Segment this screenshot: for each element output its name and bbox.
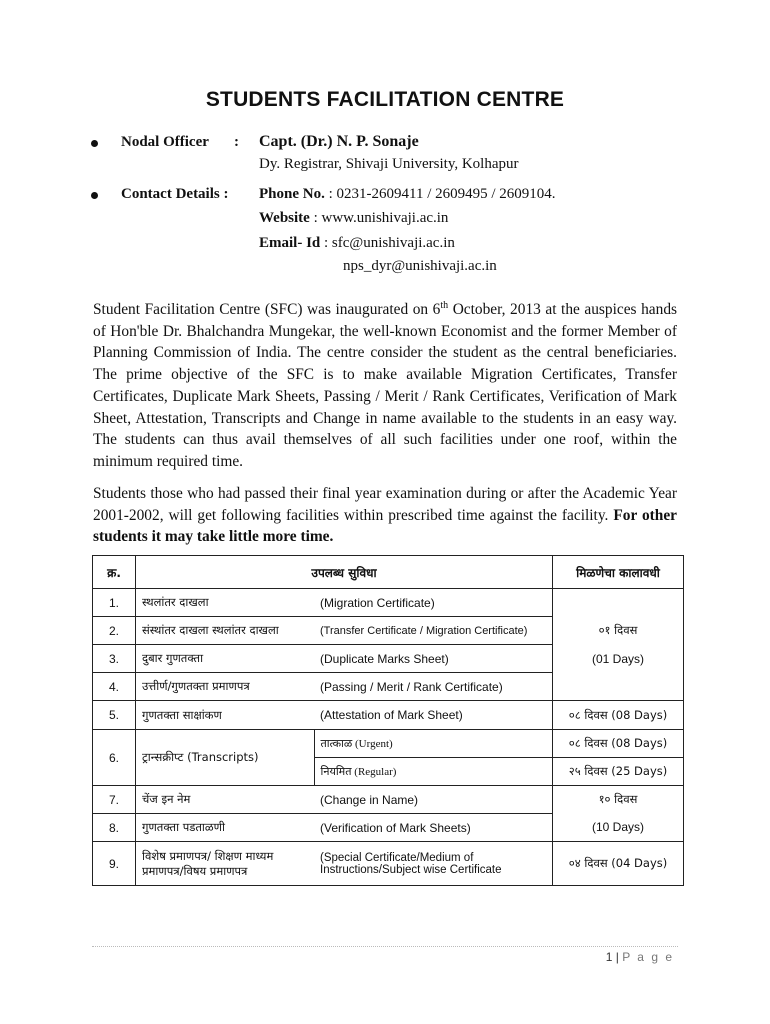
email-line: [259, 235, 455, 252]
row-facility-english: (Verification of Mark Sheets): [314, 814, 553, 842]
intro-superscript: th: [440, 299, 449, 311]
row-facility-english: (Change in Name): [314, 786, 553, 814]
row-number: 2.: [93, 617, 136, 645]
table-row: [93, 673, 684, 701]
page-separator: |: [615, 950, 619, 964]
intro-text-part1: Student Facilitation Centre (SFC) was inaugurated on 6: [93, 301, 441, 318]
intro-paragraph: [93, 299, 677, 473]
row-number: 5.: [93, 701, 136, 730]
row-duration: ०४ दिवस (04 Days): [553, 842, 684, 886]
row-facility-marathi: दुबार गुणतक्ता: [136, 645, 315, 673]
table-header-row: [93, 556, 684, 589]
row-facility-english: (Duplicate Marks Sheet): [314, 645, 553, 673]
website-value[interactable]: : www.unishivaji.ac.in: [313, 210, 449, 226]
eligibility-paragraph: [93, 483, 677, 548]
table-row: [93, 645, 684, 673]
header-facility: उपलब्ध सुविधा: [136, 556, 553, 589]
footer-divider: [92, 946, 678, 947]
row-facility-marathi: गुणतक्ता पडताळणी: [136, 814, 315, 842]
email-value[interactable]: : sfc@unishivaji.ac.in: [324, 235, 455, 251]
row-facility-english: (Migration Certificate): [314, 589, 553, 617]
page-footer: [606, 950, 674, 964]
page-title: STUDENTS FACILITATION CENTRE: [205, 88, 565, 111]
row-facility-marathi: ट्रान्सक्रीप्ट (Transcripts): [136, 730, 315, 786]
row-duration-days-marathi: ०१ दिवस: [553, 617, 684, 645]
row-duration-days-english: (01 Days): [553, 645, 684, 673]
eligibility-note: For other students it may take little more time.: [93, 506, 677, 546]
website-line: [259, 210, 448, 227]
row-facility-marathi: स्थलांतर दाखला: [136, 589, 315, 617]
row-facility-marathi: संस्थांतर दाखला स्थलांतर दाखला: [136, 617, 315, 645]
row-number: 3.: [93, 645, 136, 673]
row-number: 9.: [93, 842, 136, 886]
nodal-officer-name: Capt. (Dr.) N. P. Sonaje: [259, 133, 419, 150]
phone-value: : 0231-2609411 / 2609495 / 2609104.: [328, 186, 556, 202]
row-facility-marathi: उत्तीर्ण/गुणतक्ता प्रमाणपत्र: [136, 673, 315, 701]
row-duration-urgent: ०८ दिवस (08 Days): [553, 730, 684, 758]
row-duration-blank: [553, 589, 684, 617]
row-duration-days-english: (10 Days): [553, 814, 684, 842]
row-number: 6.: [93, 730, 136, 786]
contact-details-label: Contact Details :: [121, 186, 229, 202]
row-facility-english: (Attestation of Mark Sheet): [314, 701, 553, 730]
page-number: 1: [605, 950, 613, 964]
bullet-icon: [91, 192, 98, 199]
row-facility-english: (Passing / Merit / Rank Certificate): [314, 673, 553, 701]
row-facility-marathi: विशेष प्रमाणपत्र/ शिक्षण माध्यम प्रमाणपत्र/विषय प्रमाणपत्र: [136, 842, 315, 886]
table-row: [93, 730, 684, 758]
row-facility-english: (Transfer Certificate / Migration Certificate): [314, 617, 553, 645]
row-duration-blank: [553, 673, 684, 701]
transcript-urgent: तात्काळ (Urgent): [314, 730, 553, 758]
row-duration-days-marathi: १० दिवस: [553, 786, 684, 814]
email-label: Email- Id: [259, 235, 321, 251]
nodal-officer-designation: Dy. Registrar, Shivaji University, Kolhapur: [259, 156, 519, 172]
website-label: Website: [259, 210, 310, 226]
table-row: [93, 786, 684, 814]
row-facility-marathi: चेंज इन नेम: [136, 786, 315, 814]
row-number: 8.: [93, 814, 136, 842]
nodal-officer-label: Nodal Officer: [121, 134, 209, 150]
table-row: [93, 617, 684, 645]
eligibility-text: Students those who had passed their final year examination during or after the Academic Year 2001-2002, will get following facilities within prescribed time against the facility.: [93, 485, 677, 524]
table-row: [93, 589, 684, 617]
row-duration: ०८ दिवस (08 Days): [553, 701, 684, 730]
row-facility-marathi: गुणतक्ता साक्षांकण: [136, 701, 315, 730]
row-facility-english: (Special Certificate/Medium of Instructions/Subject wise Certificate: [314, 842, 553, 886]
transcript-regular: नियमित (Regular): [314, 758, 553, 786]
intro-text-part2: October, 2013 at the auspices hands of Hon'ble Dr. Bhalchandra Mungekar, the well-known Economist and the former Member of Planning Commission of India. The centre consider the student as the central beneficiaries. The prime objective of the SFC is to make available Migration Certificates, Transfer Certificates, Duplicate Mark Sheets, Passing / Merit / Rank Certificates, Verification of Mark Sheet, Attestation, Transcripts and Change in name available to the students in an easy way. The students can thus avail themselves of all such facilities under one roof, within the minimum required time.: [93, 301, 678, 470]
page-word: P a g e: [622, 950, 674, 964]
row-number: 1.: [93, 589, 136, 617]
facilities-table: [92, 555, 684, 886]
table-row: [93, 814, 684, 842]
phone-label: Phone No.: [259, 186, 325, 202]
row-duration-regular: २५ दिवस (25 Days): [553, 758, 684, 786]
header-duration: मिळणेचा कालावधी: [553, 556, 684, 589]
row-number: 4.: [93, 673, 136, 701]
table-row: [93, 842, 684, 886]
row-number: 7.: [93, 786, 136, 814]
bullet-icon: [91, 140, 98, 147]
nodal-officer-colon: :: [234, 134, 239, 150]
header-serial: क्र.: [93, 556, 136, 589]
phone-line: [259, 186, 556, 203]
table-row: [93, 701, 684, 730]
email-value-2[interactable]: nps_dyr@unishivaji.ac.in: [343, 258, 497, 274]
